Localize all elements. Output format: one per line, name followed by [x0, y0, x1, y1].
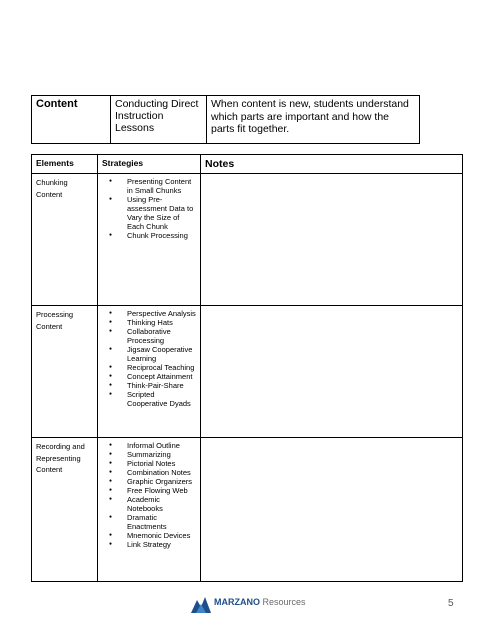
- list-item: ● Using Pre-assessment Data to Vary the Size of Each Chunk: [102, 195, 196, 231]
- list-item: ● Combination Notes: [102, 468, 196, 477]
- table-row: [32, 174, 463, 306]
- marzano-logo: [190, 594, 306, 614]
- content-label: Content: [32, 96, 111, 144]
- element-cell: Chunking Content: [32, 174, 98, 306]
- notes-cell[interactable]: [201, 306, 463, 438]
- list-item: ● Think-Pair-Share: [102, 381, 196, 390]
- strategy-list: [102, 441, 196, 549]
- column-header-elements: Elements: [32, 155, 98, 174]
- column-header-notes: Notes: [201, 155, 463, 174]
- strategies-cell: [98, 306, 201, 438]
- list-item: ● Academic Notebooks: [102, 495, 196, 513]
- table-row: [32, 306, 463, 438]
- element-cell: Recording and Representing Content: [32, 438, 98, 582]
- list-item: ● Perspective Analysis: [102, 309, 196, 318]
- marzano-mountain-icon: [190, 594, 212, 614]
- notes-cell[interactable]: [201, 438, 463, 582]
- header-table: [31, 95, 420, 144]
- strategy-list: [102, 177, 196, 240]
- list-item: ● Thinking Hats: [102, 318, 196, 327]
- list-item: ● Free Flowing Web: [102, 486, 196, 495]
- list-item: ● Collaborative Processing: [102, 327, 196, 345]
- list-item: ● Presenting Content in Small Chunks: [102, 177, 196, 195]
- list-item: ● Reciprocal Teaching: [102, 363, 196, 372]
- list-item: ● Scripted Cooperative Dyads: [102, 390, 196, 408]
- logo-sub: Resources: [262, 597, 306, 607]
- list-item: ● Concept Attainment: [102, 372, 196, 381]
- list-item: ● Dramatic Enactments: [102, 513, 196, 531]
- list-item: ● Mnemonic Devices: [102, 531, 196, 540]
- list-item: ● Chunk Processing: [102, 231, 196, 240]
- page-number: 5: [448, 598, 454, 609]
- logo-brand: MARZANO: [214, 597, 260, 607]
- list-item: ● Pictorial Notes: [102, 459, 196, 468]
- table-row: [32, 438, 463, 582]
- lesson-title: Conducting Direct Instruction Lessons: [111, 96, 207, 144]
- list-item: ● Summarizing: [102, 450, 196, 459]
- lesson-description: When content is new, students understand which parts are important and how the parts fit together.: [207, 96, 420, 144]
- table-header-row: [32, 155, 463, 174]
- notes-cell[interactable]: [201, 174, 463, 306]
- strategies-table: [31, 154, 463, 582]
- list-item: ● Link Strategy: [102, 540, 196, 549]
- strategies-cell: [98, 438, 201, 582]
- list-item: ● Jigsaw Cooperative Learning: [102, 345, 196, 363]
- strategies-cell: [98, 174, 201, 306]
- strategy-list: [102, 309, 196, 408]
- list-item: ● Informal Outline: [102, 441, 196, 450]
- element-cell: Processing Content: [32, 306, 98, 438]
- list-item: ● Graphic Organizers: [102, 477, 196, 486]
- column-header-strategies: Strategies: [98, 155, 201, 174]
